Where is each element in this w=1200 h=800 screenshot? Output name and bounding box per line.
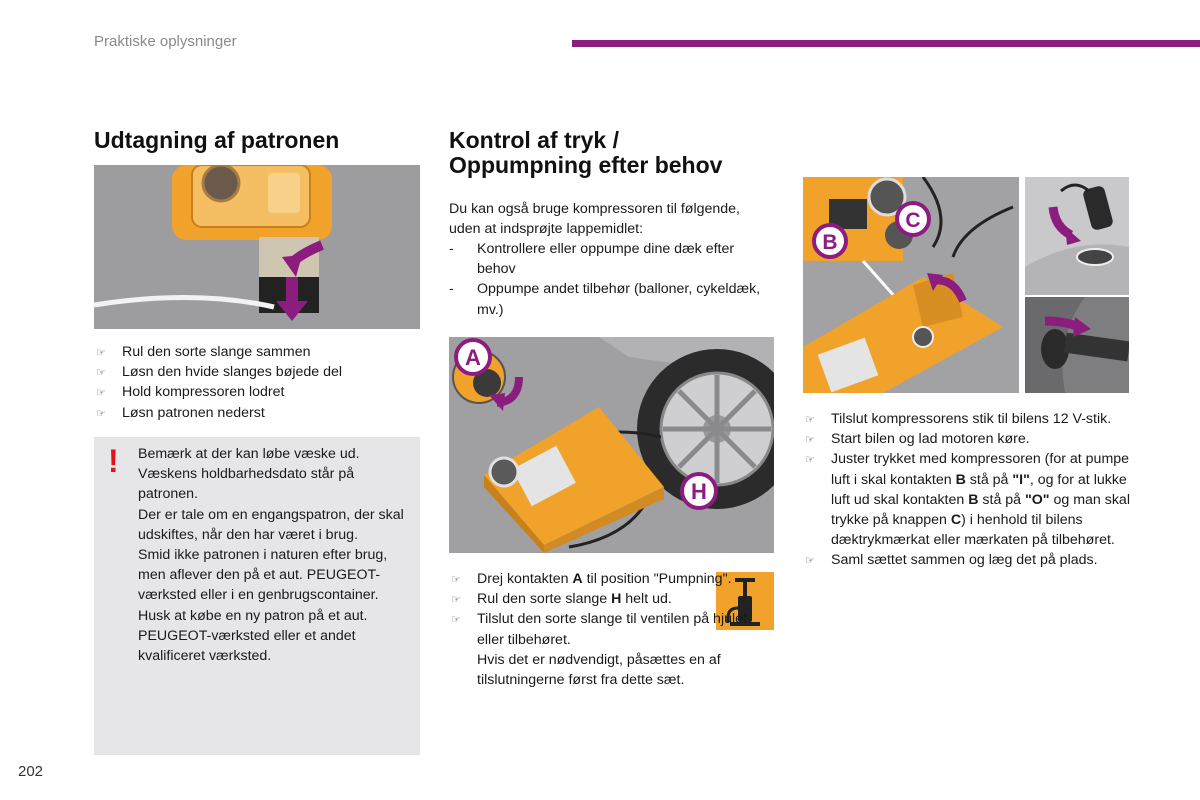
- list-item: ☞ Drej kontakten A til position "Pumpning".: [449, 569, 749, 589]
- cartridge-removal-steps: [94, 342, 414, 423]
- list-item: ☞ Start bilen og lad motoren køre.: [803, 429, 1133, 449]
- header-accent-bar: [572, 40, 1200, 47]
- callout-label-c: C: [905, 209, 921, 232]
- callout-label-a: A: [465, 345, 481, 370]
- warning-note: [94, 437, 420, 755]
- pointing-hand-icon: ☞: [805, 454, 815, 467]
- list-item: ☞ Tilslut den sorte slange til ventilen på hjulet eller tilbehøret. Hvis det er nødvendigt, påsættes en af tilslutningerne først fra dette sæt.: [451, 611, 747, 689]
- list-item: ☞ Hold kompressoren lodret: [94, 382, 414, 402]
- pointing-hand-icon: ☞: [96, 367, 106, 380]
- pointing-hand-icon: ☞: [96, 407, 106, 420]
- cable-socket-illustration: [1025, 297, 1129, 393]
- pointing-hand-icon: ☞: [451, 614, 461, 627]
- warning-exclamation-icon: !: [108, 443, 119, 479]
- pressure-usage-list: [449, 239, 774, 320]
- callout-label-h: H: [691, 479, 707, 504]
- section-heading-cartridge-removal: Udtagning af patronen: [94, 127, 340, 153]
- list-item: - Kontrollere eller oppumpe dine dæk efter behov: [449, 241, 735, 278]
- compressor-controls-illustration: [803, 177, 1019, 393]
- section-heading-pressure-check: Kontrol af tryk / Oppumpning efter behov: [449, 127, 723, 178]
- pressure-intro-text: Du kan også bruge kompressoren til følgende, uden at indsprøjte lappemidlet:: [449, 201, 741, 238]
- compressor-steps: [803, 409, 1133, 571]
- page-number: 202: [18, 763, 44, 780]
- pointing-hand-icon: ☞: [805, 434, 815, 447]
- compressor-wheel-illustration: [449, 337, 774, 553]
- power-plug-illustration: [1025, 177, 1129, 295]
- pump-steps: [449, 569, 749, 690]
- list-item: ☞ Rul den sorte slange H helt ud.: [449, 589, 749, 609]
- list-item: ☞ Tilslut kompressorens stik til bilens 12 V-stik.: [803, 409, 1133, 429]
- pointing-hand-icon: ☞: [451, 574, 461, 586]
- pointing-hand-icon: ☞: [805, 555, 815, 568]
- pointing-hand-icon: ☞: [805, 414, 815, 426]
- list-item: ☞ Løsn den hvide slanges bøjede del: [94, 362, 414, 382]
- list-item: ☞ Løsn patronen nederst: [94, 403, 414, 423]
- list-item: ☞ Rul den sorte slange sammen: [94, 342, 414, 362]
- list-item: ☞ Juster trykket med kompressoren (for at pumpe luft i skal kontakten B stå på "I", og for at lukke luft ud skal kontakten B stå på "O" og man skal trykke på knappen C) i henhold til bilens dæktrykmærkat eller mærkaten på tilbehøret.: [805, 451, 1130, 549]
- callout-label-b: B: [822, 231, 838, 254]
- cartridge-removal-illustration: [94, 165, 420, 329]
- page-header-title: Praktiske oplysninger: [94, 33, 237, 50]
- pointing-hand-icon: ☞: [96, 347, 106, 359]
- warning-note-text: Bemærk at der kan løbe væske ud. Væskens holdbarhedsdato står på patronen. Der er tale om en engangspatron, der skal udskiftes, når den har været i brug. Smid ikke patronen i naturen efter brug, men aflever den på et aut. PEUGEOT-værksted eller i en genbrugscontainer. Husk at købe en ny patron på et aut. PEUGEOT-værksted eller et andet kvalificeret værksted.: [138, 446, 404, 665]
- pointing-hand-icon: ☞: [96, 387, 106, 400]
- pointing-hand-icon: ☞: [451, 594, 461, 607]
- list-item: ☞ Saml sættet sammen og læg det på plads.: [803, 550, 1133, 570]
- list-item: - Oppumpe andet tilbehør (balloner, cykeldæk, mv.): [449, 281, 761, 318]
